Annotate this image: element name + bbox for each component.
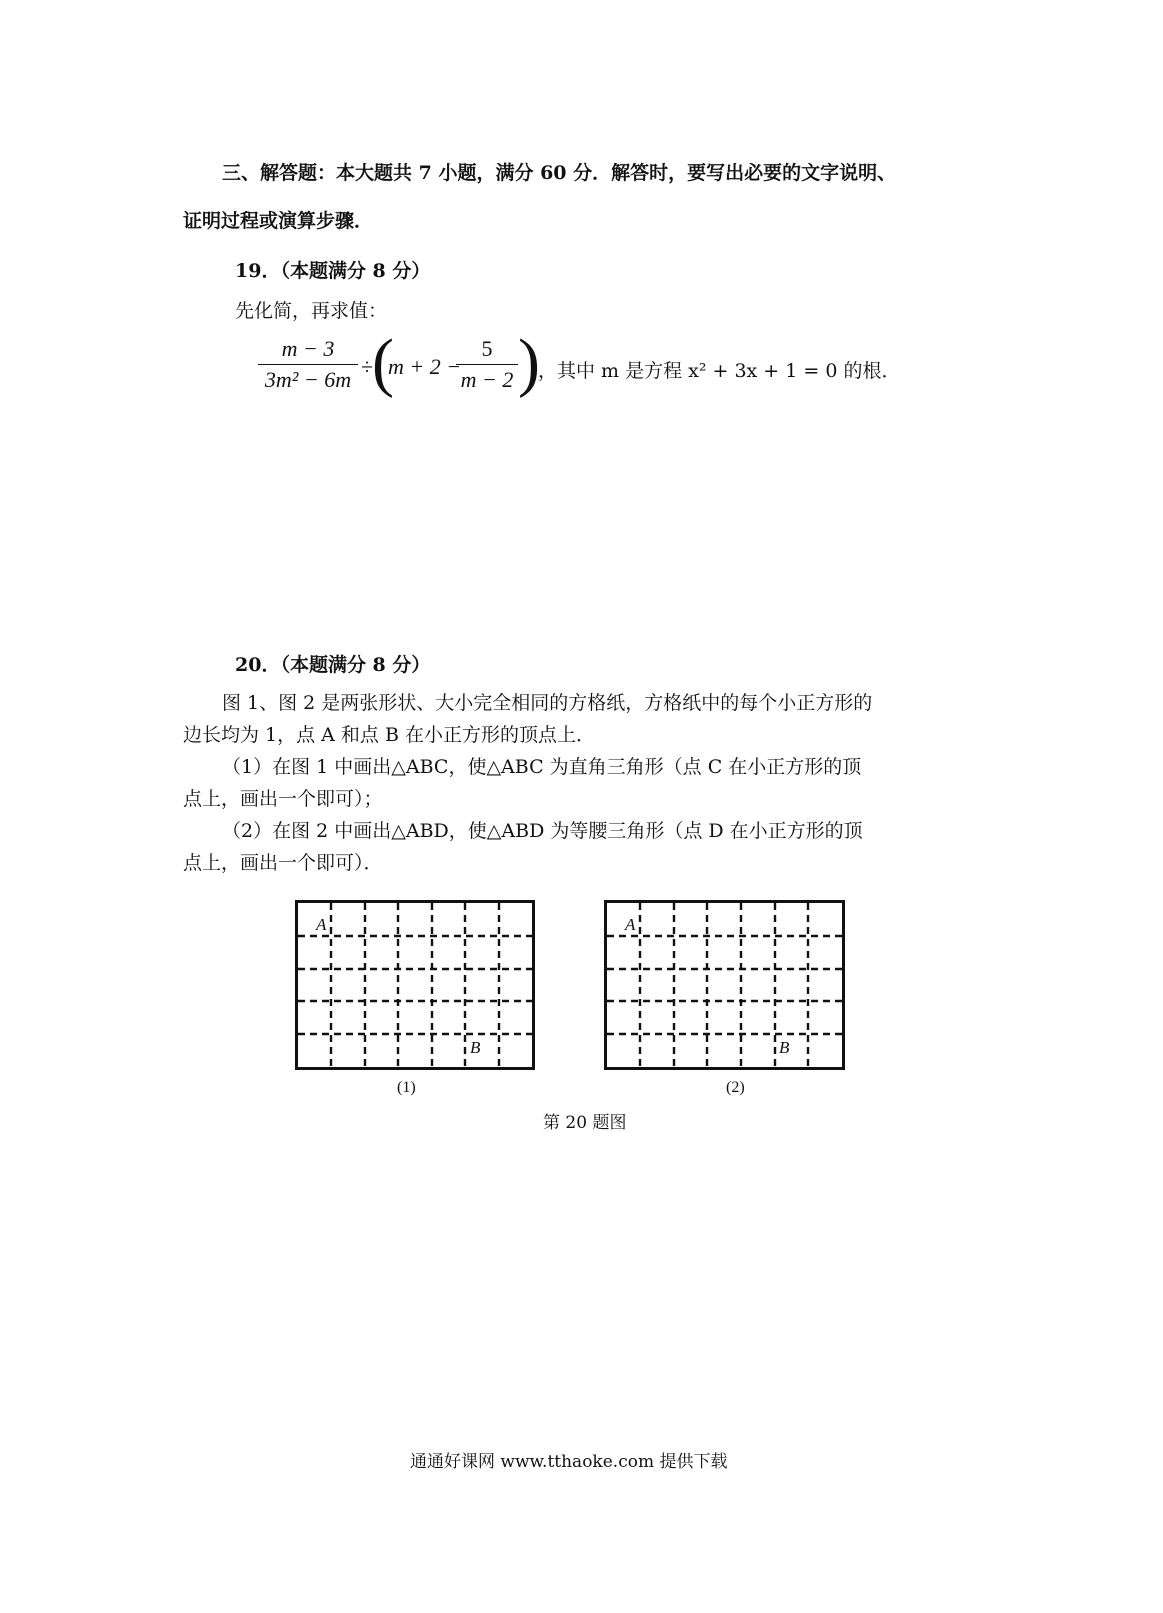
grid-2-point-b: B (779, 1038, 790, 1057)
grid-figure-1 (295, 900, 535, 1070)
paren-inner-terms: m + 2 − (388, 354, 462, 379)
q20-item2-line2: 点上，画出一个即可）． (183, 852, 383, 874)
grid-2-point-a: A (625, 915, 636, 934)
figure-caption: 第 20 题图 (543, 1113, 627, 1133)
fraction-2-numerator: 5 (481, 336, 493, 361)
q19-instruction: 先化简，再求值： (235, 300, 388, 322)
fraction-1 (258, 336, 358, 393)
q20-item1-line1: （1）在图 1 中画出△ABC，使△ABC 为直角三角形（点 C 在小正方形的顶 (222, 756, 862, 778)
right-paren: ) (518, 326, 540, 399)
grid-1-point-b: B (470, 1038, 481, 1057)
q20-para1-line2: 边长均为 1，点 A 和点 B 在小正方形的顶点上． (183, 724, 595, 746)
fraction-2 (456, 336, 518, 393)
figure-2-label: (2) (726, 1079, 745, 1096)
fraction-2-denominator: m − 2 (460, 367, 514, 392)
q19-header: 19．（本题满分 8 分） (235, 260, 431, 282)
q20-para1-line1: 图 1、图 2 是两张形状、大小完全相同的方格纸，方格纸中的每个小正方形的 (222, 692, 873, 714)
footer-text: 通通好课网 www.tthaoke.com 提供下载 (410, 1452, 728, 1472)
q20-item2-line1: （2）在图 2 中画出△ABD，使△ABD 为等腰三角形（点 D 在小正方形的顶 (222, 820, 863, 842)
q19-tail: ，其中 m 是方程 x² + 3x + 1 = 0 的根． (538, 360, 901, 382)
section-heading-line1: 三、解答题：本大题共 7 小题，满分 60 分．解答时，要写出必要的文字说明、 (222, 162, 897, 184)
fraction-1-numerator: m − 3 (281, 336, 335, 361)
grid-figure-2 (604, 900, 845, 1070)
figure-1-label: (1) (397, 1079, 416, 1096)
section-heading-line2: 证明过程或演算步骤． (183, 210, 374, 232)
grid-1-point-a: A (316, 915, 327, 934)
grid-2-lines (607, 903, 842, 1067)
q20-header: 20．（本题满分 8 分） (235, 654, 431, 676)
left-paren: ( (372, 326, 394, 399)
divide-sign: ÷ (361, 354, 374, 379)
fraction-1-denominator: 3m² − 6m (264, 367, 352, 392)
grid-1-lines (298, 903, 532, 1067)
q20-item1-line2: 点上，画出一个即可）； (183, 788, 383, 810)
